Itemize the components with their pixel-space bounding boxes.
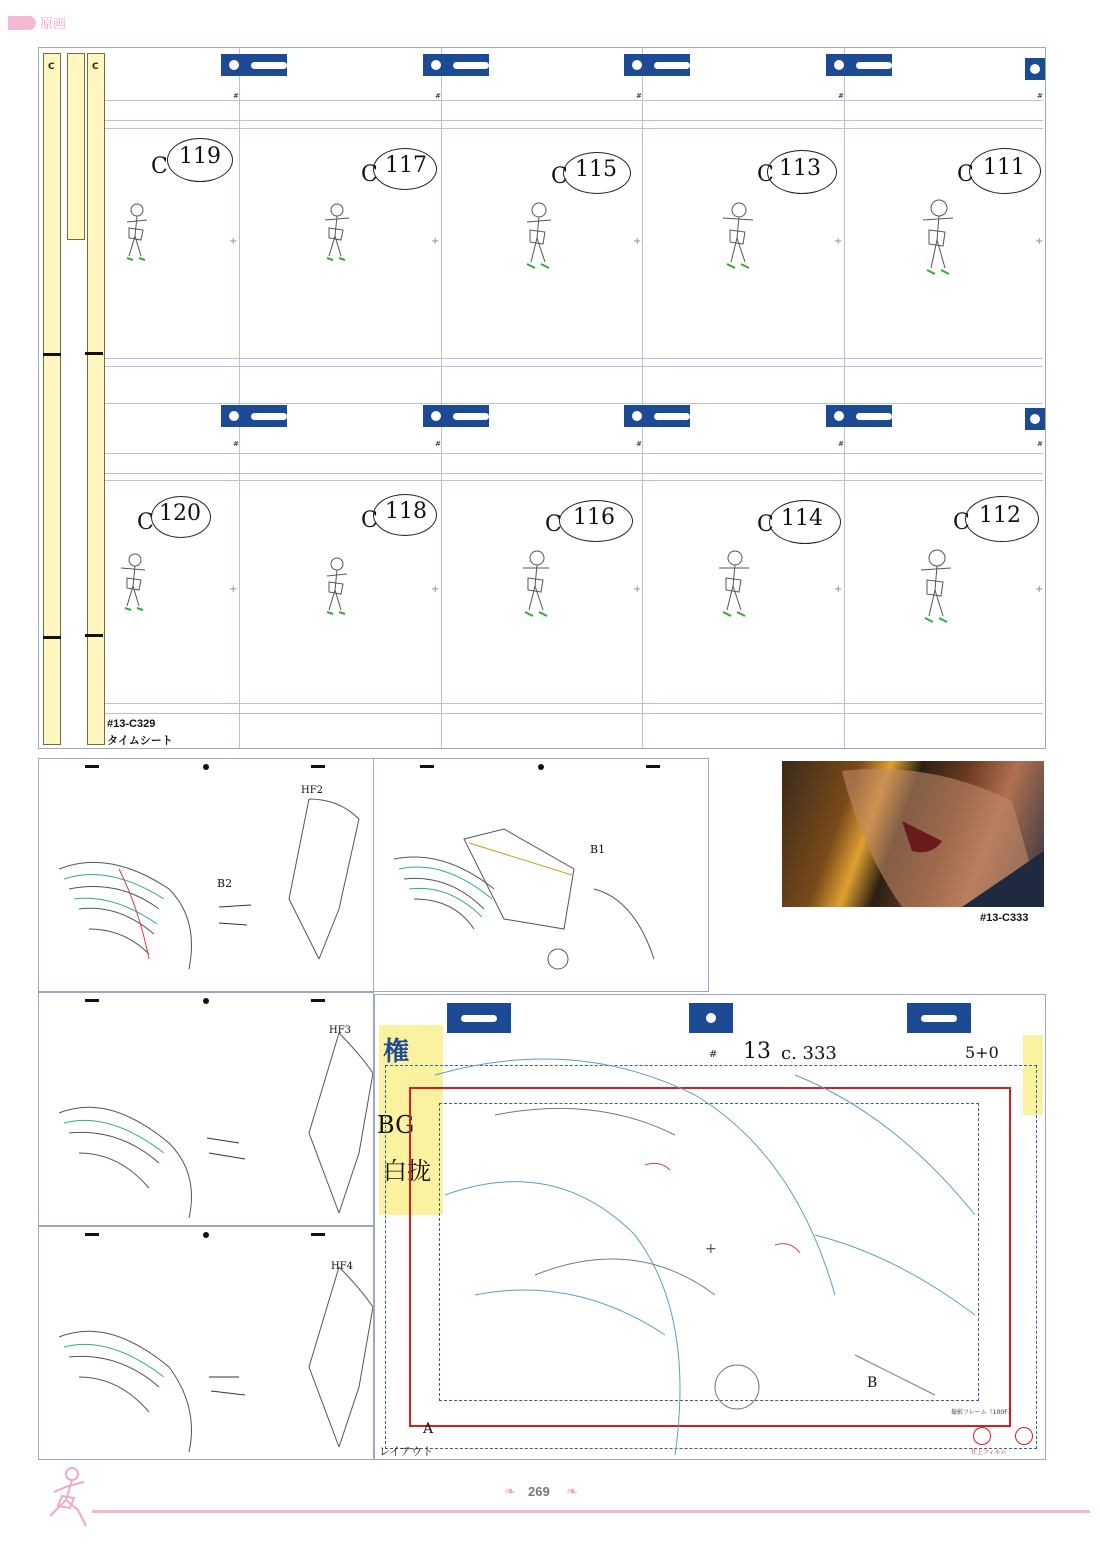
a-to-b-note: 仕上フィルム	[971, 1449, 1007, 1456]
character-sketch	[117, 198, 157, 268]
peg-bar	[221, 54, 287, 76]
peg-bar	[423, 54, 489, 76]
a-circle-icon	[973, 1427, 991, 1445]
page-number: 269	[528, 1484, 550, 1499]
cell-prefix: C	[953, 510, 970, 535]
timesheet-column-1	[43, 53, 61, 745]
cell-label	[953, 496, 1053, 542]
anime-still-image	[782, 761, 1044, 907]
drawing-label: B1	[590, 843, 606, 856]
timesheet-spread	[38, 47, 1046, 749]
bg-sub-label: 白拢	[383, 1157, 431, 1185]
timesheet-column-3	[87, 53, 105, 745]
timesheet-caption-sub: タイムシート	[107, 735, 173, 747]
cell-label	[361, 494, 451, 540]
registration-mark: +	[834, 584, 843, 595]
character-sketch	[115, 548, 155, 618]
cut-seconds: 5+0	[965, 1043, 999, 1062]
character-sketch	[915, 194, 963, 280]
cell-number: 117	[385, 153, 427, 178]
b-circle-icon	[1015, 1427, 1033, 1445]
cell-prefix: C	[545, 512, 562, 537]
frame-size-note: 撮影フレーム（100F）	[951, 1409, 1014, 1416]
registration-mark: +	[229, 584, 238, 595]
character-sketch	[515, 546, 559, 622]
drawing-panel-b1	[373, 758, 709, 992]
frame-mark: #	[636, 92, 642, 100]
cell-number: 120	[159, 501, 201, 526]
drawing-label: HF2	[301, 785, 324, 796]
cell-label	[757, 150, 847, 196]
cell-number: 116	[573, 505, 615, 530]
peg-bar	[826, 405, 892, 427]
frame-mark: #	[838, 92, 844, 100]
carrot-icon: ❧	[504, 1484, 516, 1500]
frame-mark: #	[1037, 440, 1043, 448]
layout-side-label: 権	[383, 1037, 410, 1067]
peg-bar	[1025, 58, 1045, 80]
character-sketch	[517, 198, 561, 274]
cell-label	[151, 138, 241, 184]
character-sketch	[713, 546, 757, 622]
cell-label	[757, 500, 857, 546]
timesheet-cut-bar	[43, 353, 61, 356]
layout-note-b: B	[867, 1375, 878, 1391]
timesheet-cut-bar	[85, 634, 103, 637]
layout-caption: レイアウト	[379, 1446, 434, 1458]
peg-bar	[624, 54, 690, 76]
cut-number: 13	[743, 1039, 771, 1064]
cell-prefix: C	[361, 508, 378, 533]
cell-prefix: C	[137, 510, 154, 535]
cell-prefix: C	[361, 162, 378, 187]
registration-mark: +	[229, 236, 238, 247]
cell-number: 112	[979, 503, 1021, 528]
peg-bar	[423, 405, 489, 427]
character-sketch	[913, 544, 961, 628]
registration-mark: +	[1035, 236, 1044, 247]
drawing-panel-hf2	[38, 758, 374, 992]
peg-bar	[624, 405, 690, 427]
cell-prefix: C	[151, 154, 168, 179]
section-tab	[8, 16, 36, 30]
peg-bar	[1025, 408, 1045, 430]
section-label: 原画	[40, 17, 67, 32]
frame-mark: #	[636, 440, 642, 448]
crosshair-mark: +	[705, 1241, 717, 1257]
carrot-icon: ❧	[566, 1484, 578, 1500]
registration-mark: +	[431, 584, 440, 595]
timesheet-col-header-3: C	[92, 62, 99, 72]
registration-mark: +	[834, 236, 843, 247]
character-sketch	[317, 552, 357, 622]
frame-mark: #	[709, 1049, 718, 1060]
cell-label	[545, 500, 645, 546]
cell-number: 118	[385, 499, 427, 524]
cell-prefix: C	[757, 512, 774, 537]
character-sketch	[717, 198, 761, 274]
layout-note-a: A	[423, 1421, 434, 1437]
footer-rule	[92, 1510, 1090, 1513]
cell-number: 119	[179, 144, 221, 169]
cell-prefix: C	[757, 162, 774, 187]
registration-mark: +	[431, 236, 440, 247]
timesheet-caption-title: #13-C329	[107, 718, 156, 730]
cell-label	[551, 152, 641, 198]
timesheet-cut-bar	[85, 352, 103, 355]
cell-prefix: C	[551, 164, 568, 189]
timesheet-column-2	[67, 53, 85, 240]
cell-label	[361, 148, 451, 194]
peg-bar	[826, 54, 892, 76]
bg-label: BG	[377, 1111, 415, 1139]
timesheet-cut-bar	[43, 636, 61, 639]
frame-mark: #	[838, 440, 844, 448]
peg-bar	[221, 405, 287, 427]
drawing-panel-hf4	[38, 1226, 374, 1460]
drawing-panel-hf3	[38, 992, 374, 1226]
frame-mark: #	[435, 92, 441, 100]
cut-c-number: c. 333	[781, 1043, 837, 1064]
cell-number: 113	[779, 156, 821, 181]
cell-number: 111	[983, 155, 1025, 180]
drawing-label: B2	[217, 877, 233, 890]
timesheet-col-header: C	[48, 62, 55, 72]
cell-prefix: C	[957, 162, 974, 187]
registration-mark: +	[633, 584, 642, 595]
running-girl-icon	[38, 1464, 96, 1528]
cell-label	[957, 148, 1047, 194]
cell-label	[137, 496, 237, 542]
frame-mark: #	[1037, 92, 1043, 100]
layout-sheet	[374, 994, 1046, 1460]
drawing-label: HF3	[329, 1025, 352, 1036]
character-sketch	[317, 198, 357, 268]
frame-mark: #	[233, 440, 239, 448]
cell-number: 115	[575, 157, 617, 182]
registration-mark: +	[633, 236, 642, 247]
frame-mark: #	[233, 92, 239, 100]
cell-number: 114	[781, 506, 823, 531]
still-caption: #13-C333	[980, 912, 1029, 924]
registration-mark: +	[1035, 584, 1044, 595]
drawing-label: HF4	[331, 1261, 354, 1272]
frame-mark: #	[435, 440, 441, 448]
